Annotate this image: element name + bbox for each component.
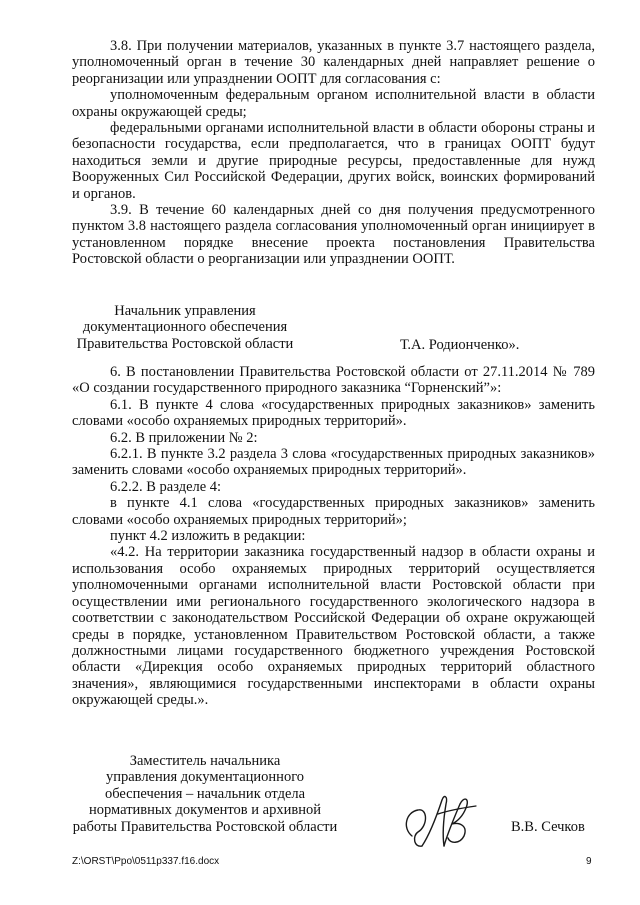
section-6-text [72,364,595,709]
paragraph: уполномоченным федеральным органом исполнительной власти в области охраны окружающей среды; [72,87,595,120]
paragraph: 3.9. В течение 60 календарных дней со дня получения предусмотренного пунктом 3.8 настоящего раздела согласования уполномоченный орган инициирует в установленном порядке внесение проекта постановления Правительства Ростовской области о реорганизации или упразднении ООПТ. [72,202,595,268]
signatory-title-line: работы Правительства Ростовской области [72,818,338,835]
signatory-title-line: обеспечения – начальник отдела [104,785,306,802]
paragraph: 6.2.2. В разделе 4: [110,478,222,495]
paragraph: 6.2. В приложении № 2: [110,429,258,446]
signature-block-1 [60,303,310,352]
signatory-title-line: Начальник управления [114,303,256,319]
paragraph: федеральными органами исполнительной власти в области обороны страны и безопасности государства, если предполагается, что в границах ООПТ будут находиться земли и другие природные ресурсы, предоставленные для нужд Вооруженных Сил Российской Федерации, других войск, воинских формирований и органов. [72,120,595,202]
signatory-title-line: Правительства Ростовской области [76,335,294,352]
paragraph: в пункте 4.1 слова «государственных природных заказников» заменить словами «особо охраняемых природных территорий»; [72,495,595,528]
file-path: Z:\ORST\Ppo\0511p337.f16.docx [72,856,220,867]
paragraph: 6. В постановлении Правительства Ростовской области от 27.11.2014 № 789 «О создании государственного природного заказника “Горненский”»: [72,364,595,397]
paragraph: 3.8. При получении материалов, указанных в пункте 3.7 настоящего раздела, уполномоченный орган в течение 30 календарных дней направляет решение о реорганизации или упразднении ООПТ для согласования с: [72,38,595,87]
signatory-title-line: документационного обеспечения [82,319,288,336]
signatory-title-line: управления документационного [105,769,305,786]
signatory-name: Т.А. Родионченко». [400,337,520,353]
handwritten-signature [398,792,480,854]
signatory-title-line: Заместитель начальника [129,753,281,769]
section-3-text [72,38,595,268]
paragraph: 6.2.1. В пункте 3.2 раздела 3 слова «государственных природных заказников» заменить словами «особо охраняемых природных территорий». [72,446,595,479]
signature-block-2 [60,753,350,835]
signatory-title-line: нормативных документов и архивной [89,802,321,819]
page-number: 9 [586,856,592,867]
paragraph: «4.2. На территории заказника государственный надзор в области охраны и использования особо охраняемых природных территорий осуществляется уполномоченными органами исполнительной власти Ростовской области при осуществлении ими регионального государственного экологического надзора в соответствии с законодательством Российской Федерации об охране окружающей среды в порядке, установленном Правительством Ростовской области, а также должностными лицами государственного бюджетного учреждения Ростовской области «Дирекция особо охраняемых природных территорий областного значения», являющимися государственными инспекторами в области охраны окружающей среды.». [72,544,595,709]
paragraph: пункт 4.2 изложить в редакции: [110,528,306,545]
paragraph: 6.1. В пункте 4 слова «государственных природных заказников» заменить словами «особо охраняемых природных территорий». [72,396,595,430]
signatory-name: В.В. Сечков [511,819,585,835]
